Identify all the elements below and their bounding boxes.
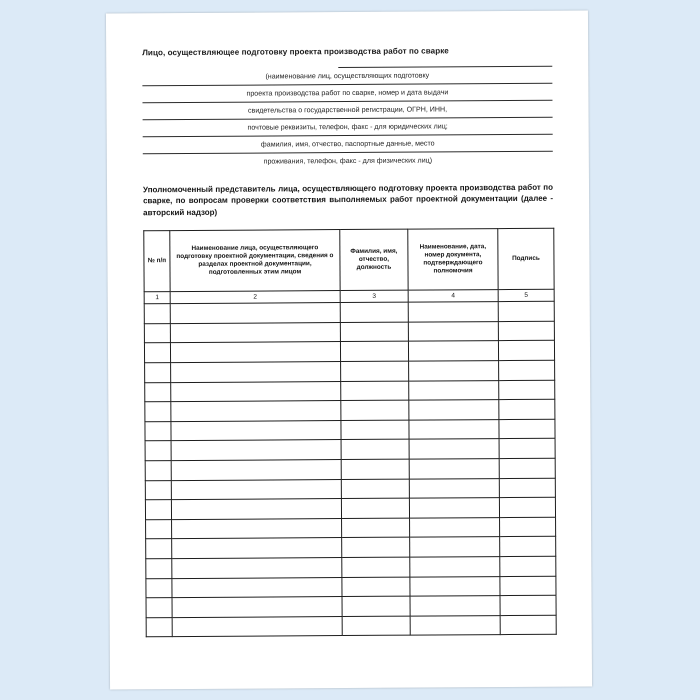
column-number-3: 3: [340, 290, 408, 302]
caption-line-6: проживания, телефон, факс - для физических лиц): [263, 156, 433, 166]
table-cell-empty[interactable]: [500, 595, 556, 615]
table-cell-empty[interactable]: [408, 321, 498, 341]
table-cell-empty[interactable]: [145, 480, 171, 500]
table-cell-empty[interactable]: [499, 497, 555, 517]
table-cell-empty[interactable]: [172, 557, 342, 578]
table-cell-empty[interactable]: [171, 420, 341, 441]
table-cell-empty[interactable]: [409, 498, 499, 518]
table-cell-empty[interactable]: [408, 341, 498, 361]
document-content: [142, 45, 556, 638]
table-cell-empty[interactable]: [342, 518, 410, 538]
table-cell-empty[interactable]: [409, 380, 499, 400]
table-cell-empty[interactable]: [172, 597, 342, 618]
table-cell-empty[interactable]: [409, 478, 499, 498]
table-cell-empty[interactable]: [172, 577, 342, 598]
document-sheet: [106, 11, 592, 690]
caption-line-4: почтовые реквизиты, телефон, факс - для юридических лиц;: [247, 122, 448, 132]
table-row[interactable]: [145, 380, 555, 402]
table-cell-empty[interactable]: [145, 363, 171, 383]
table-header-cell-2: Наименование лица, осуществляющего подготовку проектной документации, сведения о разделах проектной документации, подготовленных этим лицом: [170, 230, 340, 292]
table-cell-empty[interactable]: [146, 578, 172, 598]
table-cell-empty[interactable]: [498, 341, 554, 361]
table-cell-empty[interactable]: [146, 519, 172, 539]
table-cell-empty[interactable]: [172, 518, 342, 539]
table-cell-empty[interactable]: [340, 302, 408, 322]
column-number-1: 1: [144, 292, 170, 304]
table-row[interactable]: [146, 595, 556, 617]
caption-line-3: свидетельства о государственной регистрации, ОГРН, ИНН,: [247, 105, 448, 115]
table-cell-empty[interactable]: [341, 498, 409, 518]
table-row[interactable]: [145, 360, 555, 382]
table-cell-empty[interactable]: [410, 615, 500, 635]
table-cell-empty[interactable]: [145, 500, 171, 520]
table-cell-empty[interactable]: [341, 400, 409, 420]
table-row[interactable]: [145, 439, 555, 461]
table-row[interactable]: [144, 341, 554, 363]
table-cell-empty[interactable]: [171, 460, 341, 481]
table-cell-empty[interactable]: [410, 576, 500, 596]
table-cell-empty[interactable]: [410, 517, 500, 537]
table-cell-empty[interactable]: [145, 441, 171, 461]
page-title: Лицо, осуществляющее подготовку проекта производства работ по сварке: [142, 46, 449, 58]
table-header-cell-1: № п/п: [144, 231, 170, 292]
table-cell-empty[interactable]: [172, 538, 342, 559]
table-cell-empty[interactable]: [410, 596, 500, 616]
column-number-4: 4: [408, 290, 498, 303]
table-cell-empty[interactable]: [341, 420, 409, 440]
table-row[interactable]: [146, 537, 556, 559]
table-cell-empty[interactable]: [499, 399, 555, 419]
table-cell-empty[interactable]: [499, 380, 555, 400]
table-cell-empty[interactable]: [342, 577, 410, 597]
table-row[interactable]: [145, 399, 555, 421]
table-cell-empty[interactable]: [146, 539, 172, 559]
table-cell-empty[interactable]: [340, 342, 408, 362]
table-row[interactable]: [145, 497, 555, 519]
table-cell-empty[interactable]: [500, 556, 556, 576]
table-cell-empty[interactable]: [340, 322, 408, 342]
table-cell-empty[interactable]: [145, 421, 171, 441]
table-header-cell-3: Фамилия, имя, отчество, должность: [340, 229, 408, 290]
table-row[interactable]: [145, 419, 555, 441]
table-cell-empty[interactable]: [498, 321, 554, 341]
table-cell-empty[interactable]: [500, 517, 556, 537]
table-cell-empty[interactable]: [341, 381, 409, 401]
caption-line-5: фамилия, имя, отчество, паспортные данные, место: [260, 139, 435, 149]
table-cell-empty[interactable]: [408, 302, 498, 322]
table-row[interactable]: [145, 458, 555, 480]
table-cell-empty[interactable]: [145, 382, 171, 402]
table-cell-empty[interactable]: [409, 459, 499, 479]
table-cell-empty[interactable]: [499, 458, 555, 478]
table-cell-empty[interactable]: [171, 440, 341, 461]
table-cell-empty[interactable]: [410, 537, 500, 557]
table-row[interactable]: [145, 478, 555, 500]
table-row[interactable]: [146, 576, 556, 598]
table-header-cell-5: Подпись: [498, 228, 554, 289]
table-cell-empty[interactable]: [341, 479, 409, 499]
table-row[interactable]: [144, 321, 554, 343]
table-cell-empty[interactable]: [144, 323, 170, 343]
table-cell-empty[interactable]: [170, 322, 340, 343]
table-cell-empty[interactable]: [500, 537, 556, 557]
table-cell-empty[interactable]: [146, 598, 172, 618]
column-number-5: 5: [498, 289, 554, 301]
table-body: [144, 289, 556, 637]
table-cell-empty[interactable]: [409, 439, 499, 459]
table-cell-empty[interactable]: [499, 419, 555, 439]
intro-paragraph: Уполномоченный представитель лица, осуществляющего подготовку проекта производства работ по сварке, по вопросам проверки соответствия выполняемых работ проектной документации (далее - авторский надзор): [142, 182, 554, 218]
table-cell-empty[interactable]: [500, 615, 556, 635]
table-row[interactable]: [146, 556, 556, 578]
table-cell-empty[interactable]: [342, 537, 410, 557]
table-cell-empty[interactable]: [500, 576, 556, 596]
table-cell-empty[interactable]: [499, 478, 555, 498]
table-cell-empty[interactable]: [499, 439, 555, 459]
table-cell-empty[interactable]: [499, 360, 555, 380]
table-cell-empty[interactable]: [409, 419, 499, 439]
table-cell-empty[interactable]: [341, 440, 409, 460]
table-cell-empty[interactable]: [498, 301, 554, 321]
table-cell-empty[interactable]: [170, 342, 340, 363]
table-header: [144, 228, 554, 292]
table-cell-empty[interactable]: [170, 303, 340, 324]
table-row[interactable]: [146, 517, 556, 539]
column-number-2: 2: [170, 291, 340, 304]
table-cell-empty[interactable]: [146, 559, 172, 579]
table-cell-empty[interactable]: [341, 361, 409, 381]
table-cell-empty[interactable]: [341, 459, 409, 479]
caption-line-2: проекта производства работ по сварке, номер и дата выдачи: [246, 88, 449, 98]
table-cell-empty[interactable]: [145, 402, 171, 422]
table-cell-empty[interactable]: [342, 557, 410, 577]
table-cell-empty[interactable]: [171, 479, 341, 500]
table-row[interactable]: [144, 301, 554, 323]
table-cell-empty[interactable]: [171, 362, 341, 383]
table-cell-empty[interactable]: [342, 596, 410, 616]
table-cell-empty[interactable]: [172, 616, 342, 637]
caption-line-1: (наименование лиц, осуществляющих подготовку: [265, 71, 430, 81]
table-cell-empty[interactable]: [409, 400, 499, 420]
table-header-cell-4: Наименование, дата, номер документа, подтверждающего полномочия: [408, 229, 498, 291]
table-cell-empty[interactable]: [144, 304, 170, 324]
authors-supervision-table: [143, 228, 556, 638]
table-cell-empty[interactable]: [145, 461, 171, 481]
signature-line-block: [142, 66, 553, 171]
table-cell-empty[interactable]: [409, 361, 499, 381]
table-cell-empty[interactable]: [171, 401, 341, 422]
table-header-row: [144, 228, 554, 292]
table-cell-empty[interactable]: [171, 381, 341, 402]
table-cell-empty[interactable]: [171, 499, 341, 520]
table-cell-empty[interactable]: [146, 617, 172, 637]
table-row[interactable]: [146, 615, 556, 637]
table-cell-empty[interactable]: [144, 343, 170, 363]
table-cell-empty[interactable]: [410, 557, 500, 577]
table-cell-empty[interactable]: [342, 616, 410, 636]
